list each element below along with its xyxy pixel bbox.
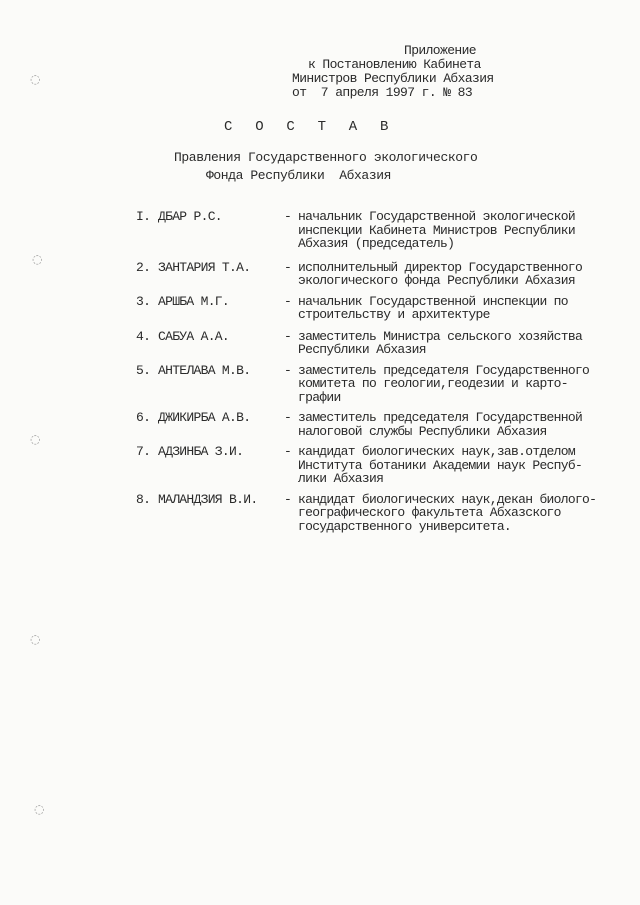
- member-description: [298, 364, 589, 405]
- margin-punch-mark: ◌: [30, 432, 41, 446]
- member-entry: [136, 295, 626, 322]
- member-description-line: географического факультета Абхазского: [298, 505, 561, 520]
- member-name: АДЗИНБА З.И.: [158, 444, 244, 459]
- member-description-line: лики Абхазия: [298, 471, 384, 486]
- member-description-line: заместитель председателя Государственного: [298, 362, 590, 378]
- member-name: САБУА А.А.: [158, 328, 230, 344]
- member-description-line: налоговой службы Республики Абхазия: [298, 423, 547, 439]
- member-number: 7.: [136, 444, 151, 459]
- member-description-line: государственного университета.: [298, 518, 512, 534]
- member-number: 4.: [136, 328, 151, 344]
- member-dash: -: [284, 491, 292, 507]
- member-entry: [136, 210, 626, 251]
- member-description-line: заместитель председателя Государственной: [298, 410, 583, 425]
- annex-line: Министров Республики Абхазия: [292, 71, 494, 86]
- member-number: 5.: [136, 362, 151, 378]
- member-description-line: комитета по геологии,геодезии и карто-: [298, 376, 568, 391]
- member-dash: -: [284, 259, 292, 275]
- member-dash: -: [284, 410, 292, 425]
- member-dash: -: [284, 328, 292, 344]
- document-title: С О С Т А В: [224, 119, 396, 135]
- margin-punch-mark: ◌: [30, 72, 41, 86]
- document-subtitle: [174, 149, 477, 185]
- member-name: АРШБА М.Г.: [158, 293, 230, 309]
- annex-header: [288, 44, 494, 100]
- margin-punch-mark: ◌: [30, 632, 41, 646]
- member-dash: -: [284, 209, 292, 224]
- subtitle-line: Правления Государственного экологического: [174, 150, 478, 165]
- member-name: ДБАР Р.С.: [158, 209, 222, 224]
- member-name: ДЖИКИРБА А.В.: [158, 410, 251, 425]
- member-description-line: Абхазия (председатель): [298, 236, 455, 251]
- member-entry: [136, 364, 626, 405]
- member-number: 3.: [136, 293, 151, 309]
- margin-punch-mark: ◌: [32, 252, 43, 266]
- member-entry: [136, 411, 626, 438]
- member-description-line: начальник Государственной экологической: [298, 209, 575, 224]
- member-dash: -: [284, 444, 292, 459]
- member-description-line: Института ботаники Академии наук Респуб-: [298, 457, 583, 473]
- member-description: [298, 411, 582, 438]
- annex-line: Приложение: [404, 43, 477, 58]
- annex-line: от 7 апреля 1997 г. № 83: [292, 85, 473, 100]
- member-description: [298, 210, 575, 251]
- member-entry: [136, 493, 626, 534]
- member-number: 2.: [136, 259, 151, 275]
- member-entry: [136, 330, 626, 357]
- member-description-line: кандидат биологических наук,зав.отделом: [298, 444, 575, 459]
- subtitle-line: Фонда Республики Абхазия: [206, 168, 392, 183]
- member-description-line: кандидат биологических наук,декан биолого-: [298, 491, 597, 507]
- member-description: [298, 493, 596, 534]
- member-name: МАЛАНДЗИЯ В.И.: [158, 491, 258, 507]
- member-dash: -: [284, 362, 292, 378]
- member-number: I.: [136, 209, 151, 224]
- member-description-line: начальник Государственной инспекции по: [298, 293, 568, 309]
- annex-line: к Постановлению Кабинета: [308, 57, 481, 72]
- member-entry: [136, 445, 626, 486]
- member-description: [298, 445, 582, 486]
- member-description-line: строительству и архитектуре: [298, 307, 490, 322]
- member-description-line: графии: [298, 389, 341, 405]
- member-description-line: Республики Абхазия: [298, 342, 426, 357]
- member-dash: -: [284, 293, 292, 309]
- member-description: [298, 295, 568, 322]
- member-description-line: экологического фонда Республики Абхазия: [298, 273, 575, 288]
- member-description: [298, 261, 582, 288]
- member-description: [298, 330, 582, 357]
- member-description-line: инспекции Кабинета Министров Республики: [298, 222, 575, 238]
- members-list: [136, 210, 626, 533]
- member-name: ЗАНТАРИЯ Т.А.: [158, 259, 251, 275]
- margin-punch-mark: ◌: [34, 802, 45, 816]
- member-number: 6.: [136, 410, 151, 425]
- member-number: 8.: [136, 491, 151, 507]
- member-description-line: исполнительный директор Государственного: [298, 259, 583, 275]
- member-entry: [136, 261, 626, 288]
- member-description-line: заместитель Министра сельского хозяйства: [298, 328, 583, 344]
- member-name: АНТЕЛАВА М.В.: [158, 362, 251, 378]
